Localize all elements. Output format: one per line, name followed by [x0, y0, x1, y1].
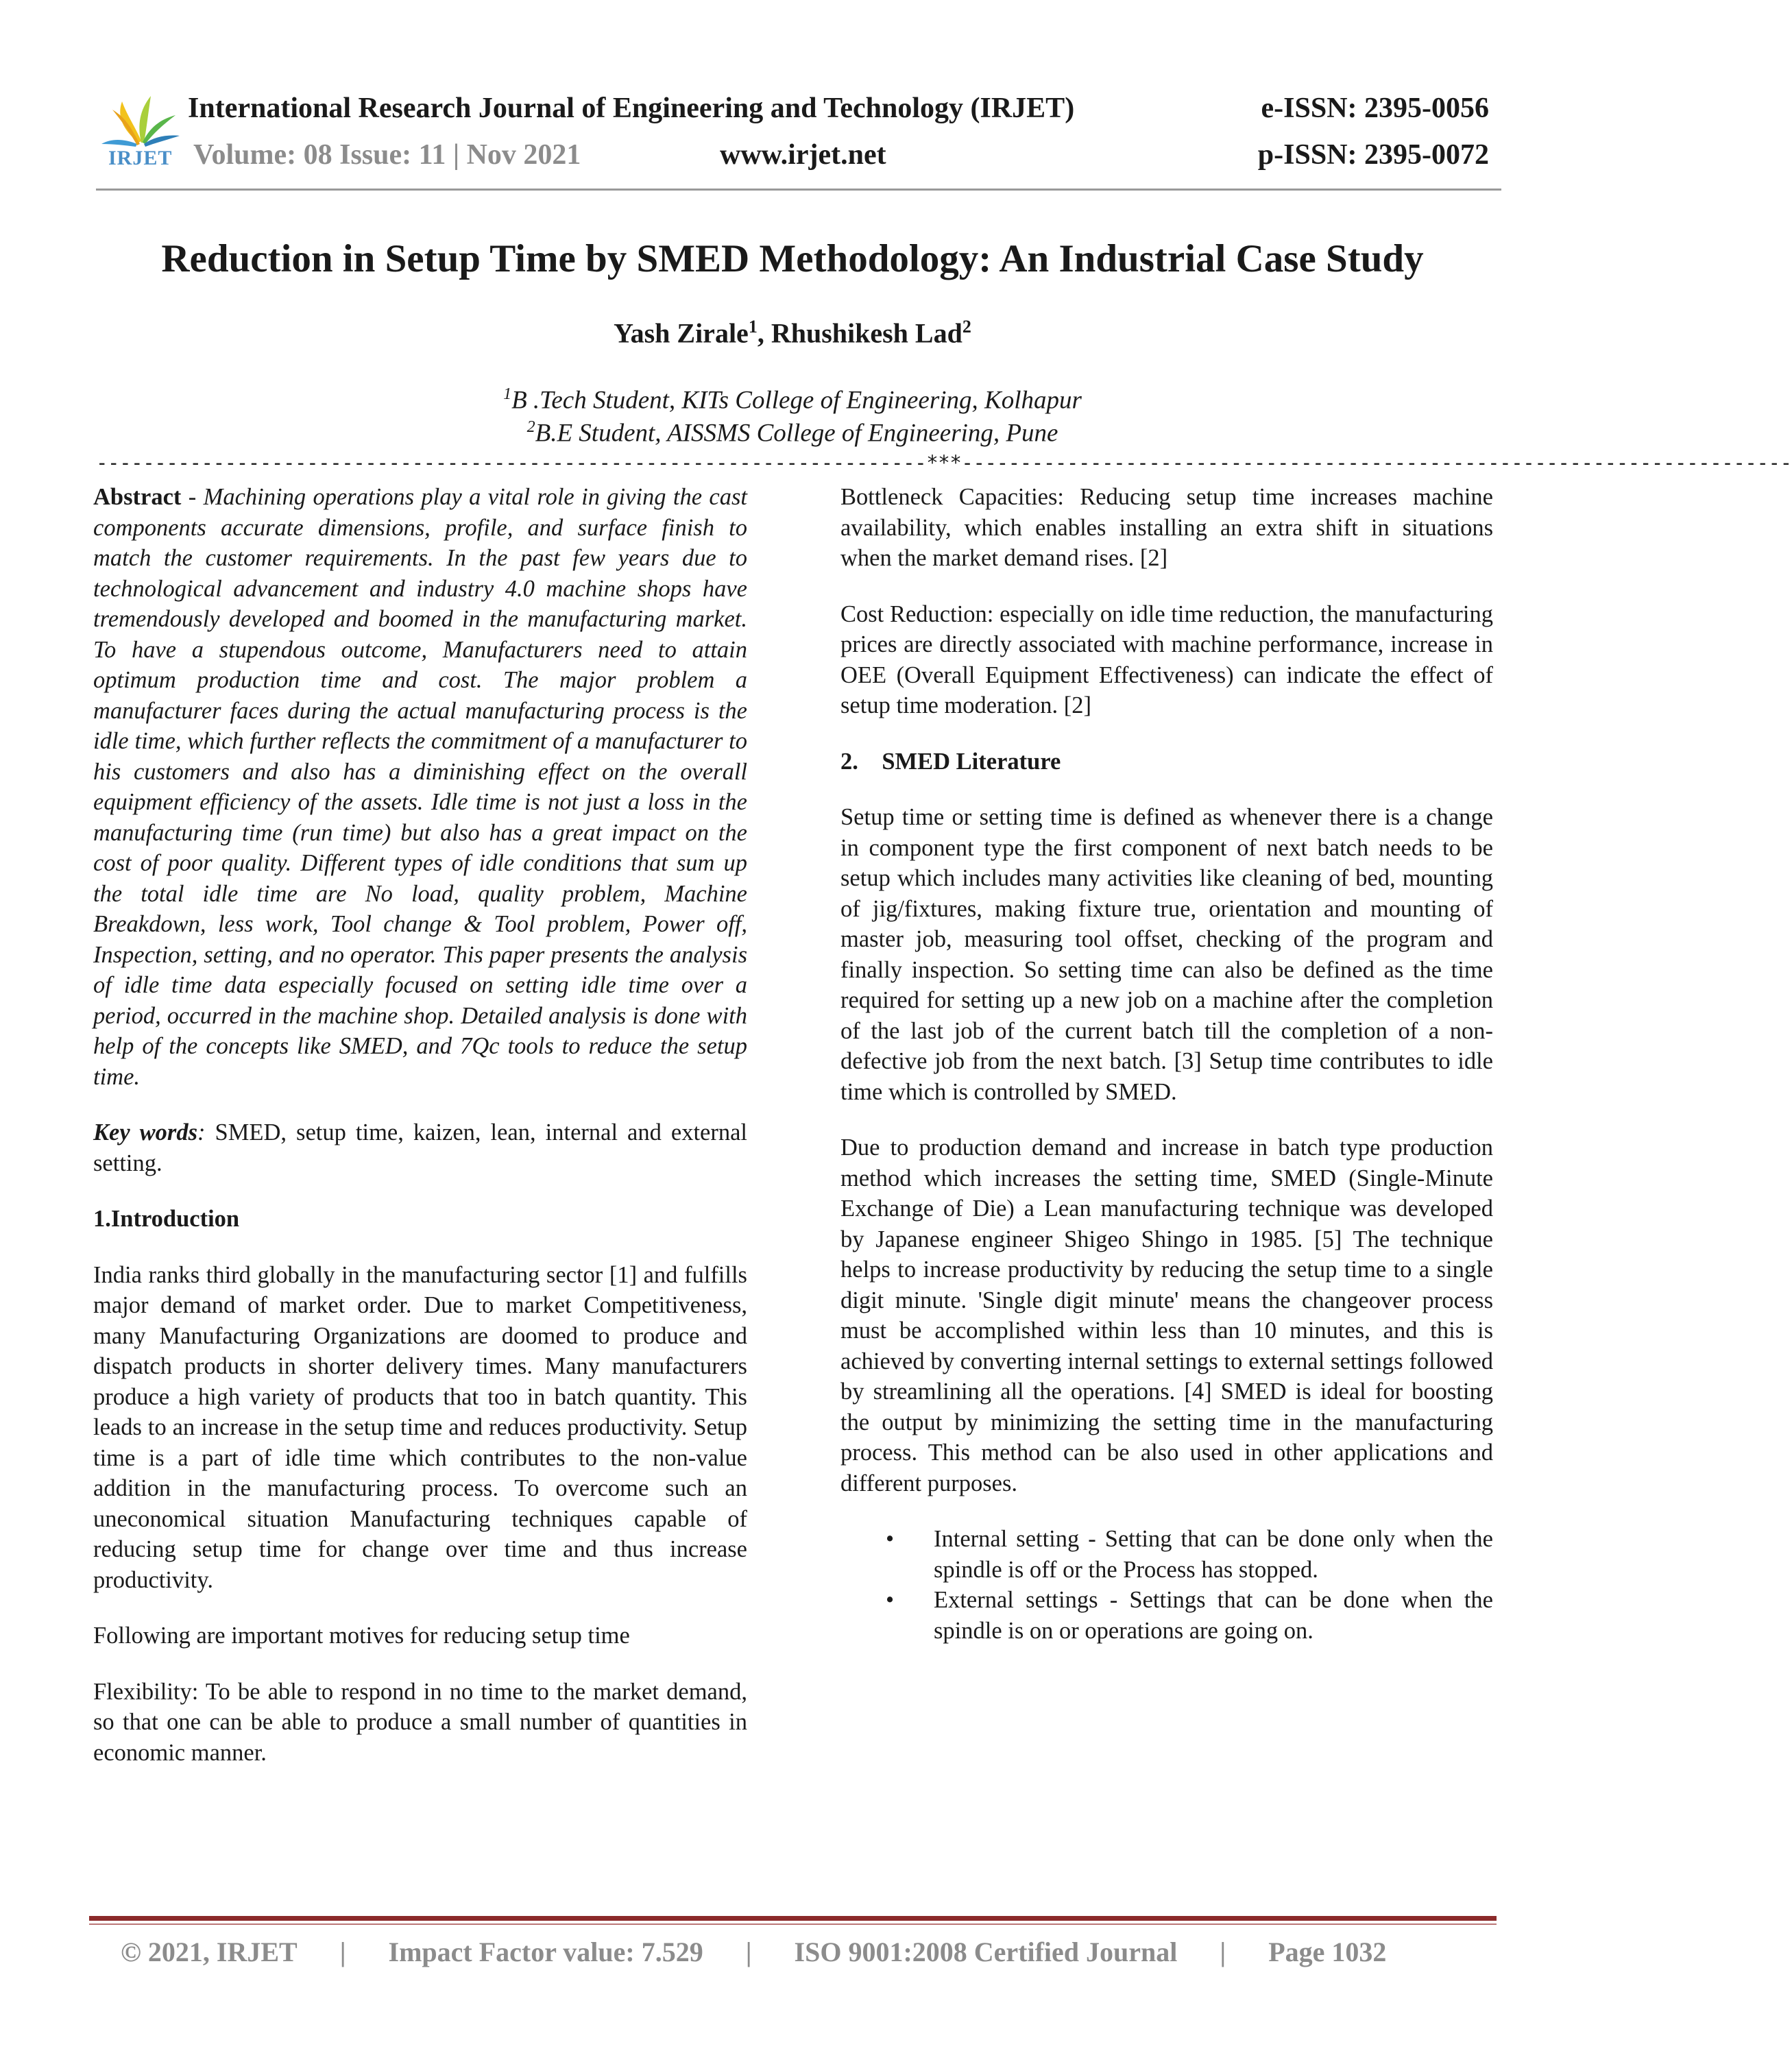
author-superscript: 1: [748, 317, 758, 337]
paragraph: Cost Reduction: especially on idle time reduction, the manufacturing prices are directly associated with machine performance, increase in OEE (Overall Equipment Effectiveness) can indicate the effect of setup time moderation. [2]: [840, 600, 1493, 718]
abstract: [93, 482, 747, 1092]
author-name: Rhushikesh Lad: [771, 317, 962, 349]
bullet-list: [840, 1524, 1493, 1646]
footer-copyright: © 2021, IRJET: [121, 1937, 298, 1967]
paragraph: Setup time or setting time is defined as whenever there is a change in component type the first component of next batch needs to be setup which includes many activities like cleaning of bed, mounting of jig/fixtures, making fixture true, orientation and mounting of master job, measuring tool offset, checking of the program and finally inspection. So setting time can also be defined as the time required for setting up a new job on a machine after the completion of the last job of the current batch till the completion of a non-defective job from the next batch. [3] Setup time contributes to idle time which is controlled by SMED.: [840, 804, 1493, 1105]
bullet-icon: •: [886, 1587, 895, 1613]
author-list: [0, 317, 1585, 349]
irjet-logo: [96, 89, 185, 170]
footer-separator: |: [339, 1937, 346, 1967]
list-item-text: External settings - Settings that can be done when the spindle is on or operations are going on.: [934, 1587, 1493, 1644]
paragraph: Bottleneck Capacities: Reducing setup time increases machine availability, which enables installing an extra shift in situations when the market demand rises. [2]: [840, 484, 1493, 571]
e-issn: e-ISSN: 2395-0056: [1261, 93, 1489, 124]
keywords-label: Key words: [93, 1119, 198, 1145]
paragraph: India ranks third globally in the manufacturing sector [1] and fulfills major demand of market order. Due to market Competitiveness, many Manufacturing Organizations are doomed to produce and dispatch products in shorter delivery times. Many manufacturers produce a high variety of products that too in batch quantity. This leads to an increase in the setup time and reduces productivity. Setup time is a part of idle time which contributes to the non-value addition in the manufacturing process. To overcome such an uneconomical situation Manufacturing techniques capable of reducing setup time for change over time and thus increase productivity.: [93, 1261, 747, 1593]
footer-iso: ISO 9001:2008 Certified Journal: [794, 1937, 1178, 1967]
affiliation-text: B .Tech Student, KITs College of Engineering, Kolhapur: [511, 386, 1082, 415]
journal-name: International Research Journal of Engineering and Technology (IRJET): [188, 93, 1075, 124]
paragraph: Following are important motives for reducing setup time: [93, 1623, 630, 1649]
page-footer: [121, 1936, 1492, 1968]
paper-title: Reduction in Setup Time by SMED Methodology: An Industrial Case Study: [161, 237, 1424, 280]
abstract-label: Abstract: [93, 484, 182, 510]
keywords: [93, 1117, 747, 1178]
section-heading-smed-literature: 2. SMED Literature: [840, 748, 1061, 775]
list-item: [840, 1524, 1493, 1585]
paragraph: Due to production demand and increase in batch type production method which increases the setting time, SMED (Single-Minute Exchange of Die) a Lean manufacturing technique was developed by Japanese engineer Shigeo Shingo in 1985. [5] The technique helps to increase productivity by reducing the setup time to a single digit minute. 'Single digit minute' means the changeover process must be accomplished within less than 10 minutes, and this is achieved by converting internal settings to external settings followed by streamlining all the operations. [4] SMED is ideal for boosting the output by minimizing the setting time in the manufacturing process. This method can be also used in other applications and different purposes.: [840, 1134, 1493, 1496]
author-name: Yash Zirale: [614, 317, 749, 349]
section-separator: -----------------------------------------------------------------------***-----------------------------------------------------------------------: [96, 451, 1792, 474]
section-heading-introduction: 1.Introduction: [93, 1206, 240, 1232]
footer-rule: [89, 1916, 1497, 1921]
paragraph: Flexibility: To be able to respond in no time to the market demand, so that one can be able to produce a small number of quantities in economic manner.: [93, 1678, 747, 1766]
affiliation-superscript: 1: [503, 385, 512, 403]
footer-page-number: Page 1032: [1268, 1937, 1387, 1967]
p-issn: p-ISSN: 2395-0072: [1257, 139, 1489, 171]
footer-separator: |: [1220, 1937, 1226, 1967]
journal-website-link[interactable]: www.irjet.net: [720, 139, 886, 171]
affiliation-2: [0, 418, 1585, 448]
footer-impact-factor: Impact Factor value: 7.529: [388, 1937, 703, 1967]
affiliation-text: B.E Student, AISSMS College of Engineering, Pune: [535, 419, 1058, 448]
abstract-dash: -: [181, 484, 204, 510]
logo-text: IRJET: [108, 147, 173, 169]
affiliation-1: [0, 385, 1585, 415]
volume-issue: Volume: 08 Issue: 11 | Nov 2021: [193, 139, 581, 171]
footer-separator: |: [745, 1937, 752, 1967]
affiliation-superscript: 2: [526, 418, 535, 436]
author-separator: ,: [757, 317, 771, 349]
bullet-icon: •: [886, 1526, 895, 1552]
header-divider: [96, 189, 1501, 191]
abstract-text: Machining operations play a vital role in giving the cast components accurate dimensions, profile, and surface finish to match the customer requirements. In the past few years due to technological advancement and industry 4.0 machine shops have tremendously developed and boomed in the manufacturing market. To have a stupendous outcome, Manufacturers need to attain optimum production time and cost. The major problem a manufacturer faces during the actual manufacturing process is the idle time, which further reflects the commitment of a manufacturer to his customers and also has a diminishing effect on the overall equipment efficiency of the assets. Idle time is not just a loss in the manufacturing time (run time) but also has a great impact on the cost of poor quality. Different types of idle conditions that sum up the total idle time are No load, quality problem, Machine Breakdown, less work, Tool change & Tool problem, Power off, Inspection, setting, and no operator. This paper presents the analysis of idle time data especially focused on setting idle time over a period, occurred in the machine shop. Detailed analysis is done with help of the concepts like SMED, and 7Qc tools to reduce the setup time.: [93, 484, 747, 1090]
keywords-colon: :: [197, 1119, 206, 1145]
list-item: [840, 1585, 1493, 1646]
footer-rule-thin: [89, 1923, 1497, 1925]
right-column: [840, 482, 1493, 1646]
list-item-text: Internal setting - Setting that can be done only when the spindle is off or the Process has stopped.: [934, 1526, 1493, 1583]
keywords-text: SMED, setup time, kaizen, lean, internal and external setting.: [93, 1119, 747, 1176]
author-superscript: 2: [962, 317, 971, 337]
left-column: [93, 482, 747, 1793]
